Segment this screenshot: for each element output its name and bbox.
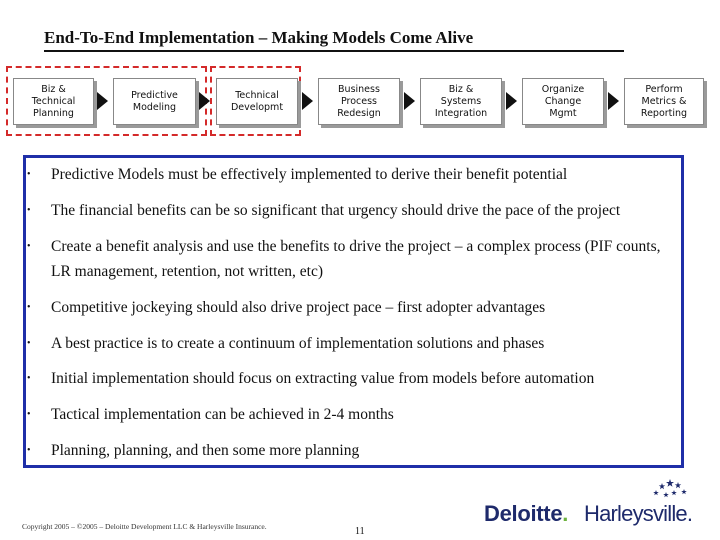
deloitte-logo-text: Deloitte [484, 501, 563, 526]
process-step-label: Organize Change Mgmt [541, 83, 585, 119]
process-step-label: Business Process Redesign [337, 83, 381, 119]
bullet-icon: • [27, 302, 31, 313]
page-title: End-To-End Implementation – Making Models Come Alive [44, 28, 474, 47]
list-item [27, 438, 667, 463]
bullet-icon: • [27, 205, 31, 216]
arrow-right-icon [404, 92, 415, 110]
bullet-icon: • [27, 338, 31, 349]
bullet-text: Tactical implementation can be achieved in 2-4 months [51, 406, 394, 423]
list-item [27, 234, 667, 284]
process-step-organize-change-mgmt [522, 78, 604, 125]
process-step-biz-systems-integration [420, 78, 502, 125]
bullet-text: Initial implementation should focus on extracting value from models before automation [51, 370, 595, 387]
harleysville-logo: Harleysville. [584, 501, 693, 526]
arrow-right-icon [608, 92, 619, 110]
list-item [27, 295, 667, 320]
arrow-right-icon [302, 92, 313, 110]
bullet-icon: • [27, 169, 31, 180]
list-item [27, 162, 667, 187]
deloitte-logo-dot: . [562, 501, 569, 526]
process-step-business-process-redesign [318, 78, 400, 125]
process-step-biz-technical-planning [13, 78, 94, 125]
bullet-text: Create a benefit analysis and use the benefits to drive the project – a complex process (PIF counts, LR management, retention, not written, etc) [51, 238, 661, 280]
bullet-text: Predictive Models must be effectively implemented to derive their benefit potential [51, 166, 568, 183]
arrow-right-icon [97, 92, 108, 110]
process-step-perform-metrics-reporting [624, 78, 704, 125]
list-item [27, 331, 667, 356]
process-step-label: Biz & Systems Integration [434, 83, 488, 119]
title-underline [44, 50, 624, 52]
bullet-icon: • [27, 445, 31, 456]
bullet-icon: • [27, 373, 31, 384]
list-item [27, 366, 667, 391]
process-step-technical-developmt [216, 78, 298, 125]
arrow-right-icon [199, 92, 210, 110]
page-number: 11 [355, 526, 365, 537]
copyright-text: Copyright 2005 – ©2005 – Deloitte Development LLC & Harleysville Insurance. [22, 522, 267, 531]
process-step-predictive-modeling [113, 78, 196, 125]
bullet-text: Planning, planning, and then some more planning [51, 442, 360, 459]
bullet-text: A best practice is to create a continuum of implementation solutions and phases [51, 335, 545, 352]
list-item [27, 198, 667, 223]
process-step-label: Biz & Technical Planning [31, 83, 76, 119]
list-item [27, 402, 667, 427]
process-step-label: Perform Metrics & Reporting [640, 83, 688, 119]
arrow-right-icon [506, 92, 517, 110]
bullet-icon: • [27, 241, 31, 252]
process-step-label: Technical Developmt [230, 89, 284, 113]
process-step-label: Predictive Modeling [131, 89, 178, 113]
bullet-icon: • [27, 409, 31, 420]
bullet-text: Competitive jockeying should also drive project pace – first adopter advantages [51, 299, 546, 316]
deloitte-logo [484, 501, 568, 527]
bullet-text: The financial benefits can be so significant that urgency should drive the pace of the project [51, 202, 621, 219]
